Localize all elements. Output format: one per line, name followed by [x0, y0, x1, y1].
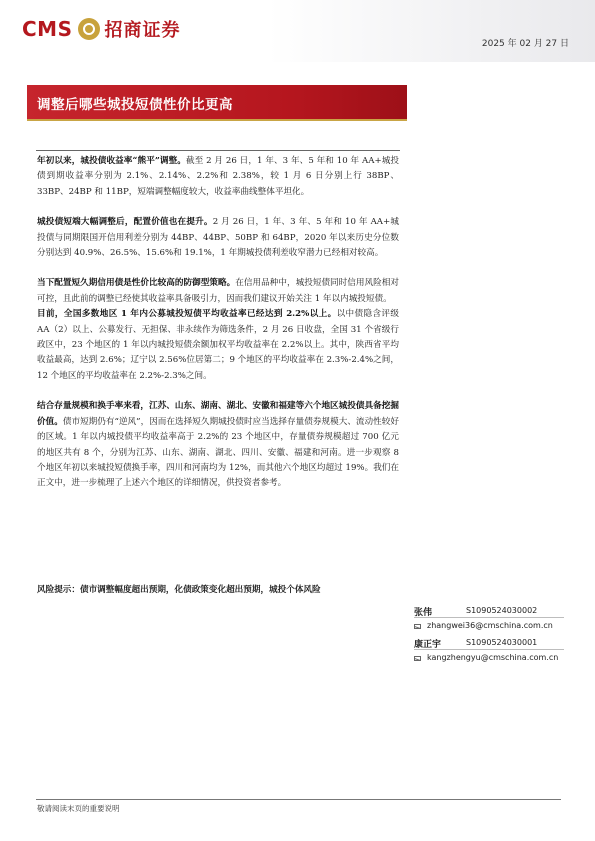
paragraph-2: [37, 215, 399, 261]
analyst-email[interactable]: zhangwei36@cmschina.com.cn: [427, 621, 553, 630]
paragraph-5-lead: 结合存量规模和换手率来看，江苏、山东、湖南、湖北、安徽和福建等六个地区城投债具备挖掘价值。: [37, 401, 399, 427]
risk-warning: 风险提示：债市调整幅度超出预期，化债政策变化超出预期，城投个体风险: [37, 585, 321, 595]
logo-emblem-icon: [78, 18, 100, 40]
paragraph-2-text: 2 月 26 日，1 年、3 年、5 年和 10 年 AA+城投债与同期限国开信用利差分别为 44BP、44BP、50BP 和 64BP，2020 年以来历史分位数分别达到 40.9%、26.5%、15.6%和 19.1%，1 年期城投债利差收窄潜力已经相对较高。: [37, 217, 399, 259]
analyst-name: 康正宇: [414, 640, 442, 650]
report-body: [37, 154, 399, 507]
mail-icon: [414, 624, 421, 629]
paragraph-4-lead: 目前，全国多数地区 1 年内公募城投短债平均收益率已经达到 2.2%以上。: [37, 309, 337, 320]
analyst-divider: [414, 649, 564, 650]
footer-note: 敬请阅读末页的重要说明: [37, 804, 120, 813]
analyst-email-row: [414, 652, 574, 668]
report-date: 2025 年 02 月 27 日: [481, 39, 569, 49]
report-title: 调整后哪些城投短债性价比更高: [37, 97, 233, 113]
analyst-name: 张伟: [414, 608, 433, 618]
mail-icon: [414, 656, 421, 661]
page-header: [0, 0, 595, 62]
analyst-panel: [414, 604, 574, 668]
analyst-row: [414, 604, 574, 620]
analyst-email[interactable]: kangzhengyu@cmschina.com.cn: [427, 653, 559, 662]
company-logo: [22, 16, 180, 42]
analyst-email-row: [414, 620, 574, 636]
paragraph-1-lead: 年初以来，城投债收益率“熊平”调整。: [37, 156, 186, 166]
title-divider: [36, 150, 400, 151]
footer-divider: [36, 799, 561, 800]
analyst-cert: S1090524030001: [466, 638, 538, 647]
paragraph-5-text: 债市短期仍有“逆风”，因而在选择短久期城投债时应当选择存量债券规模大、流动性较好的区域。1 年以内城投债平均收益率高于 2.2%的 23 个地区中，存量债券规模超过 700 亿元的地区共有 8 个，分别为江苏、山东、湖南、湖北、四川、安徽、福建和河南。进一步观察 8 个地区年初以来城投短债换手率，四川和河南均为 12%，而其他六个地区均超过 19%。我们在正文中，进一步梳理了上述六个地区的详细情况，供投资者参考。: [37, 416, 399, 489]
paragraph-2-lead: 城投债短端大幅调整后，配置价值也在提升。: [37, 217, 213, 228]
paragraph-1-text: 截至 2 月 26 日，1 年、3 年、5 年和 10 年 AA+城投债到期收益率分别为 2.1%、2.14%、2.2%和 2.38%，较 1 月 6 日分别上行 38BP、33BP、24BP 和 11BP，短端调整幅度较大，收益率曲线整体平坦化。: [37, 156, 400, 197]
paragraph-4: [37, 307, 399, 384]
analyst-cert: S1090524030002: [466, 606, 538, 615]
paragraph-3: [37, 276, 399, 307]
logo-cn: 招商证券: [104, 20, 181, 41]
analyst-row: [414, 636, 574, 652]
analyst-divider: [414, 617, 564, 618]
paragraph-1: [37, 154, 399, 200]
logo-en: CMS: [22, 17, 73, 41]
paragraph-3-text: 在信用品种中，城投短债同时信用风险相对可控，且此前的调整已经使其收益率具备吸引力，因而我们建议开始关注 1 年以内城投短债。: [37, 278, 399, 304]
paragraph-3-lead: 当下配置短久期信用债是性价比较高的防御型策略。: [37, 278, 236, 289]
paragraph-4-text: 以中债隐含评级 AA（2）以上、公募发行、无担保、非永续作为筛选条件，2 月 26 日收盘，全国 31 个省级行政区中，23 个地区的 1 年以内城投短债余额加权平均收益率在 2.2%以上。其中，陕西省平均收益最高，达到 2.6%；辽宁以 2.56%位居第二；9 个地区的平均收益率在 2.3%-2.4%之间，12 个地区的平均收益率在 2.2%-2.3%之间。: [37, 309, 399, 381]
title-banner: [27, 85, 407, 121]
paragraph-5: [37, 399, 399, 491]
